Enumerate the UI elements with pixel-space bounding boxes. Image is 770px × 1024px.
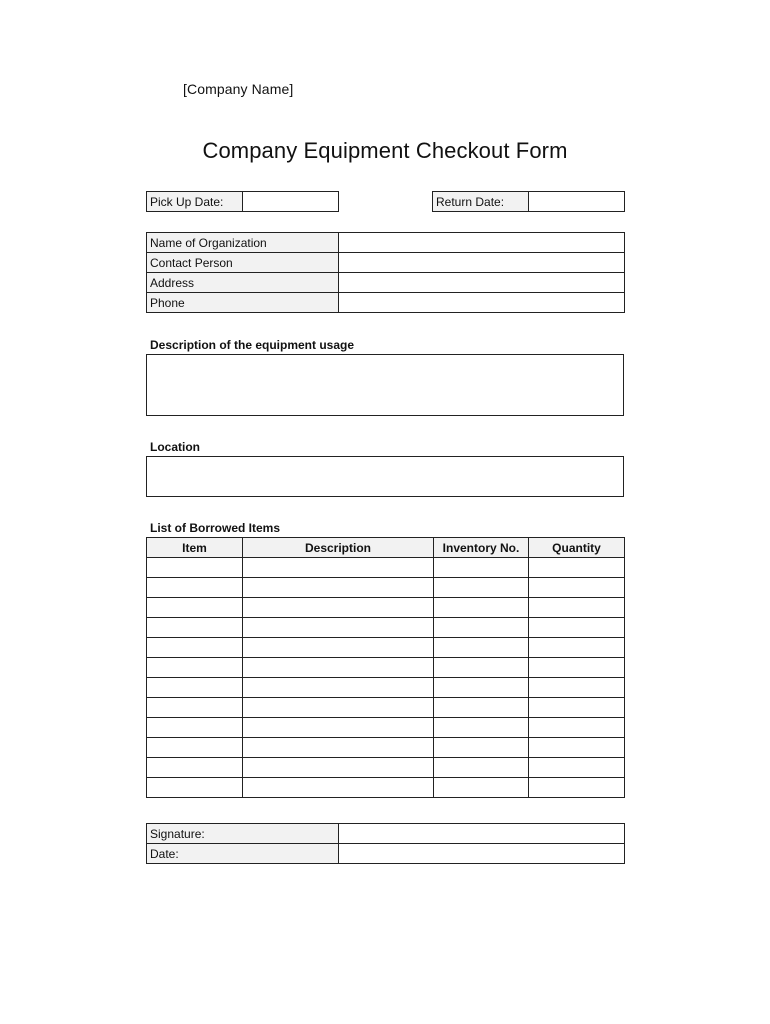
return-date-field[interactable] [529,192,625,212]
cell-quantity[interactable] [529,698,625,718]
table-row [147,273,625,293]
table-row [147,598,625,618]
column-header-inventory-no: Inventory No. [434,538,529,558]
table-row [147,844,625,864]
signature-label: Signature: [147,824,339,844]
cell-item[interactable] [147,598,243,618]
cell-description[interactable] [243,558,434,578]
cell-description[interactable] [243,718,434,738]
table-row [147,824,625,844]
cell-inventory-no[interactable] [434,778,529,798]
table-row [147,233,625,253]
cell-item[interactable] [147,618,243,638]
cell-quantity[interactable] [529,638,625,658]
signature-field[interactable] [339,824,625,844]
location-label: Location [150,440,200,454]
cell-inventory-no[interactable] [434,678,529,698]
phone-field[interactable] [339,293,625,313]
page-title: Company Equipment Checkout Form [202,138,568,163]
table-row [147,618,625,638]
sign-date-label: Date: [147,844,339,864]
table-row [147,718,625,738]
cell-item[interactable] [147,778,243,798]
cell-description[interactable] [243,658,434,678]
cell-description[interactable] [243,678,434,698]
column-header-description: Description [243,538,434,558]
cell-item[interactable] [147,658,243,678]
cell-item[interactable] [147,558,243,578]
cell-item[interactable] [147,698,243,718]
usage-label: Description of the equipment usage [150,338,355,352]
contact-person-field[interactable] [339,253,625,273]
cell-quantity[interactable] [529,758,625,778]
return-date-label: Return Date: [433,192,529,212]
sign-date-field[interactable] [339,844,625,864]
cell-description[interactable] [243,758,434,778]
cell-description[interactable] [243,638,434,658]
cell-quantity[interactable] [529,658,625,678]
cell-inventory-no[interactable] [434,558,529,578]
table-header-row [147,538,625,558]
signature-table [146,823,625,864]
table-row [147,253,625,273]
cell-description[interactable] [243,618,434,638]
table-row [147,658,625,678]
dates-table [146,191,625,212]
column-header-quantity: Quantity [529,538,625,558]
cell-quantity[interactable] [529,738,625,758]
cell-item[interactable] [147,578,243,598]
cell-inventory-no[interactable] [434,718,529,738]
cell-inventory-no[interactable] [434,658,529,678]
cell-inventory-no[interactable] [434,758,529,778]
cell-description[interactable] [243,598,434,618]
cell-quantity[interactable] [529,598,625,618]
cell-quantity[interactable] [529,578,625,598]
address-field[interactable] [339,273,625,293]
organization-name-field[interactable] [339,233,625,253]
phone-label: Phone [147,293,339,313]
table-row [147,778,625,798]
pickup-date-label: Pick Up Date: [147,192,243,212]
contact-person-label: Contact Person [147,253,339,273]
cell-item[interactable] [147,758,243,778]
pickup-date-field[interactable] [243,192,339,212]
organization-table [146,232,625,313]
cell-item[interactable] [147,638,243,658]
cell-inventory-no[interactable] [434,618,529,638]
cell-description[interactable] [243,738,434,758]
cell-description[interactable] [243,698,434,718]
table-row [147,578,625,598]
cell-quantity[interactable] [529,718,625,738]
cell-inventory-no[interactable] [434,638,529,658]
cell-description[interactable] [243,578,434,598]
cell-description[interactable] [243,778,434,798]
address-label: Address [147,273,339,293]
cell-inventory-no[interactable] [434,598,529,618]
cell-item[interactable] [147,738,243,758]
cell-inventory-no[interactable] [434,578,529,598]
cell-item[interactable] [147,718,243,738]
cell-quantity[interactable] [529,558,625,578]
table-row [147,758,625,778]
cell-inventory-no[interactable] [434,738,529,758]
cell-quantity[interactable] [529,778,625,798]
company-name: [Company Name] [183,81,294,97]
cell-quantity[interactable] [529,618,625,638]
table-row [147,738,625,758]
borrowed-items-label: List of Borrowed Items [150,521,281,535]
organization-name-label: Name of Organization [147,233,339,253]
dates-spacer [339,192,433,212]
cell-quantity[interactable] [529,678,625,698]
table-row [147,558,625,578]
usage-textarea[interactable] [146,354,624,416]
cell-inventory-no[interactable] [434,698,529,718]
table-row [147,678,625,698]
borrowed-items-table [146,537,625,798]
table-row [147,638,625,658]
cell-item[interactable] [147,678,243,698]
column-header-item: Item [147,538,243,558]
table-row [147,698,625,718]
location-field[interactable] [146,456,624,497]
table-row [147,293,625,313]
